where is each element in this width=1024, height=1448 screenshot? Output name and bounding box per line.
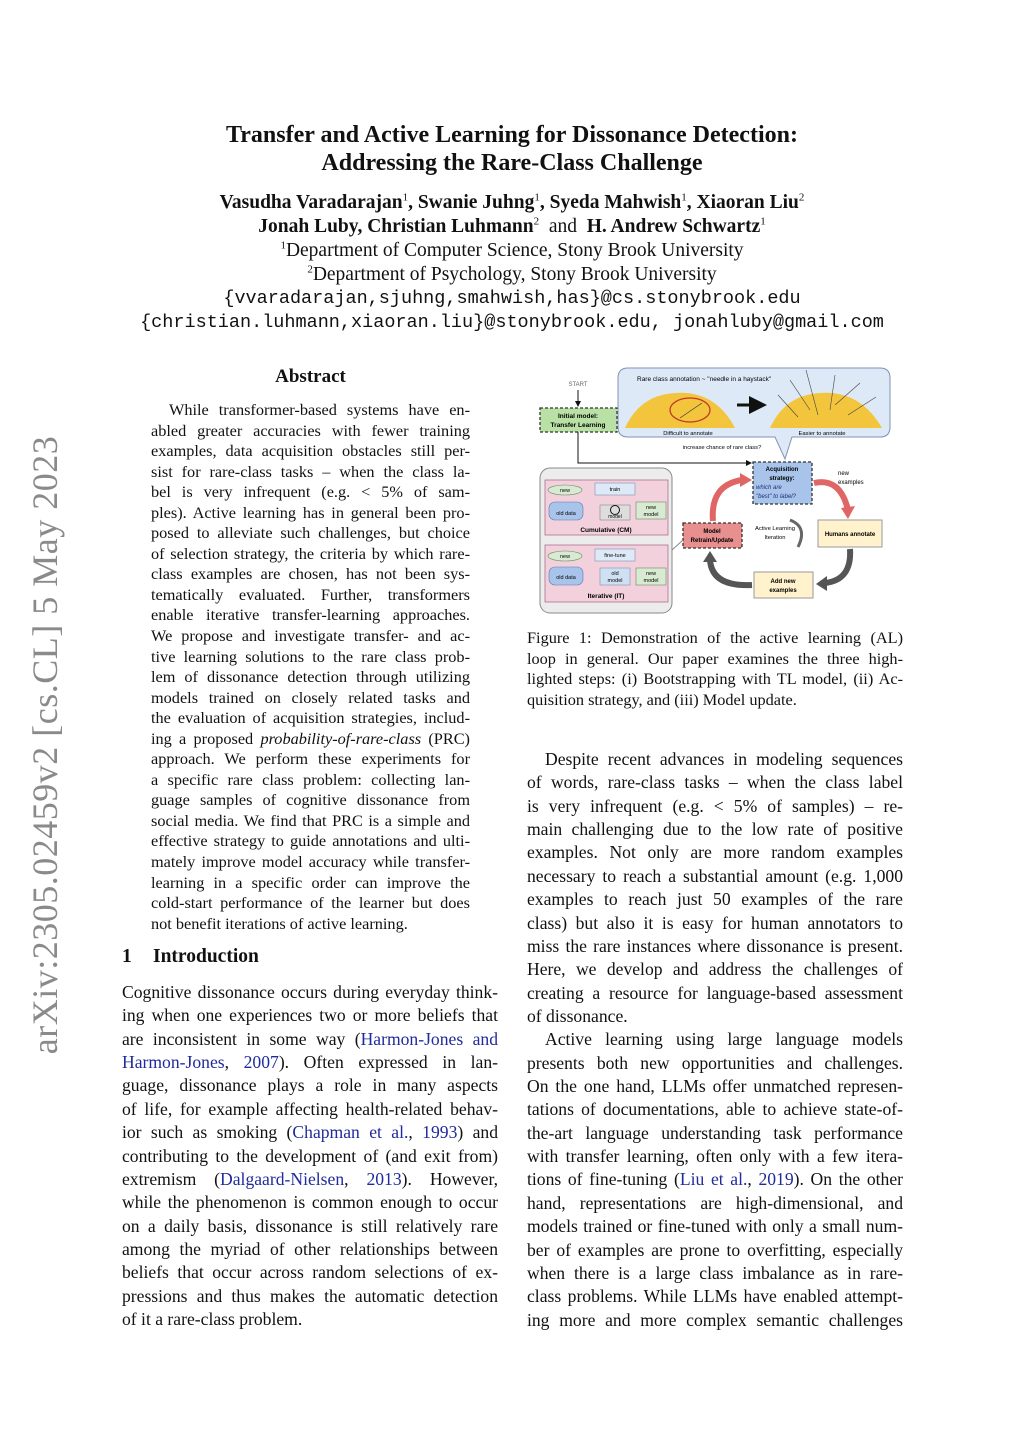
author-sep: ,	[539, 192, 550, 213]
text: is very infrequent (e.g. < 5% of samples) – re-	[527, 795, 903, 816]
body-line	[527, 1168, 903, 1191]
text: not benefit iterations of active learning.	[151, 913, 408, 933]
text: Cognitive dissonance occurs during everyday think-	[122, 982, 498, 1002]
cm-model: model	[608, 514, 622, 520]
initial-model-box	[540, 408, 617, 432]
acq-line2: strategy:	[769, 476, 795, 482]
initial-model-line1: Initial model:	[557, 413, 599, 420]
title-line-2: Addressing the Rare-Class Challenge	[321, 150, 703, 176]
body-line	[527, 1075, 903, 1098]
body-line	[527, 841, 903, 864]
model-line2: Retrain/Update	[690, 538, 734, 544]
easier-label: Easier to annotate	[798, 431, 846, 437]
cycle-arrow-icon	[790, 520, 802, 547]
citation-link[interactable]: 2007	[243, 1052, 279, 1073]
humans-label: Humans annotate	[824, 532, 876, 538]
text: social media. We find that PRC is a simple and	[151, 810, 470, 830]
text: (PRC)	[421, 728, 470, 748]
text: creating a resource for language-based assessment	[527, 982, 903, 1003]
intro-line	[122, 1145, 498, 1168]
intro-line	[122, 1261, 498, 1284]
text: beliefs that occur across random selections of ex-	[122, 1262, 498, 1283]
text: Figure 1: Demonstration of the active learning (AL)	[527, 628, 903, 647]
text: loop in general. Our paper examines the three high-	[527, 648, 903, 668]
cm-new-model-1: new	[645, 505, 657, 511]
authors-line-1	[0, 191, 1024, 215]
author-sup: 1	[534, 191, 540, 204]
text: examples to reach just 50 examples of the rare	[527, 889, 903, 910]
abstract-line	[151, 544, 470, 565]
text: among the myriad of other relationships between	[122, 1238, 498, 1259]
it-new-model-1: new	[645, 571, 657, 577]
right-column-body	[527, 748, 903, 1332]
author-sup: 1	[760, 215, 766, 228]
author-name: Syeda Mahwish	[549, 192, 682, 213]
text: class problems. While LLMs have enabled attempt-	[527, 1286, 903, 1307]
author-name: Xiaoran Liu	[696, 192, 799, 213]
body-line	[527, 1262, 903, 1285]
text: guage samples of cognitive dissonance from	[151, 790, 470, 810]
abstract-line	[151, 893, 470, 914]
citation-link[interactable]: Harmon-Jones	[122, 1052, 225, 1073]
body-line	[527, 818, 903, 841]
caption-line	[527, 669, 903, 690]
text: a specific rare class problem: collecting lan-	[151, 769, 470, 789]
text: extremism (	[122, 1168, 221, 1189]
body-line	[527, 958, 903, 981]
abstract-body	[151, 400, 470, 934]
intro-line	[122, 1121, 498, 1144]
intro-line	[122, 1168, 498, 1191]
section-number: 1	[122, 946, 132, 967]
text: of dissonance.	[527, 1005, 628, 1026]
it-old-model-2: model	[607, 578, 623, 584]
abstract-line	[151, 914, 470, 935]
body-line	[527, 1215, 903, 1238]
body-line	[527, 935, 903, 958]
text: effective strategy to guide annotations and ulti-	[151, 831, 470, 851]
body-line	[527, 982, 903, 1005]
red-arrow	[814, 482, 848, 510]
citation-link[interactable]: 2019	[758, 1169, 794, 1190]
text: tive learning solutions to the rare class prob-	[151, 646, 470, 666]
abstract-line	[151, 441, 470, 462]
text: lighted steps: (i) Bootstrapping with TL model, (ii) Ac-	[527, 669, 903, 689]
text: ,	[747, 1169, 759, 1190]
it-label: Iterative (IT)	[587, 593, 625, 600]
affiliation-text: Department of Psychology, Stony Brook University	[312, 264, 717, 285]
citation-link[interactable]: Dalgaard-Nielsen	[220, 1168, 345, 1189]
abstract-line	[151, 585, 470, 606]
text: of words, rare-class tasks – when the class label	[527, 772, 903, 793]
intro-line	[122, 1215, 498, 1238]
text: abled greater accuracies with fewer training	[151, 420, 470, 440]
abstract-line	[151, 708, 470, 729]
text: examples. Not only are more random examples	[527, 842, 903, 863]
difficult-label: Difficult to annotate	[663, 431, 713, 437]
text: miss the rare instances where dissonance is present.	[527, 935, 903, 956]
body-line	[527, 888, 903, 911]
text: ). Often expressed in lan-	[278, 1052, 498, 1073]
text: While transformer-based systems have en-	[169, 400, 470, 419]
intro-line	[122, 1028, 498, 1051]
it-old-model-1: old	[611, 571, 619, 577]
text: ing more and more complex semantic challenges	[527, 1309, 903, 1330]
text: of life, for example affecting health-related behav-	[122, 1098, 498, 1119]
text: guage, dissonance plays a role in many aspects	[122, 1075, 498, 1096]
abstract-line	[151, 873, 470, 894]
text: pressions and thus makes the automatic detection	[122, 1285, 498, 1306]
body-line	[527, 748, 903, 771]
citation-link[interactable]: Chapman et al.	[292, 1122, 409, 1143]
al-iteration-line2: Iteration	[764, 535, 786, 541]
intro-line	[122, 1191, 498, 1214]
text: ,	[408, 1122, 423, 1143]
add-new-examples-box	[754, 572, 813, 598]
author-sup: 2	[533, 215, 540, 228]
abstract-line	[151, 667, 470, 688]
body-line	[527, 912, 903, 935]
text: cold-start performance of the learner but does	[151, 893, 470, 913]
text: ples). Active learning has in general been pro-	[151, 502, 470, 522]
text: quisition strategy, and (iii) Model update.	[527, 690, 797, 710]
abstract-line	[151, 770, 470, 791]
affiliation-sup: 1	[280, 239, 286, 252]
arxiv-stamp: arXiv:2305.02459v2 [cs.CL] 5 May 2023	[25, 435, 65, 1055]
intro-line	[122, 1074, 498, 1097]
callout-title: Rare class annotation ~ "needle in a haystack"	[637, 376, 772, 383]
author-sup: 2	[798, 191, 805, 204]
section-heading-introduction	[122, 946, 259, 968]
intro-line	[122, 981, 498, 1004]
body-line	[527, 1285, 903, 1308]
abstract-line	[151, 400, 470, 421]
abstract-line	[151, 462, 470, 483]
it-new-model-2: model	[643, 578, 659, 584]
fig-start-label: START	[568, 382, 588, 388]
text: ). However,	[401, 1168, 498, 1189]
text: examples, data acquisition obstacles still per-	[151, 441, 470, 461]
text: with transfer learning, often only with a few itera-	[527, 1146, 903, 1167]
text: are inconsistent in some way (	[122, 1028, 361, 1049]
intro-line	[122, 1285, 498, 1308]
text: models trained on closely related tasks and	[151, 687, 470, 707]
it-old-data: old data	[556, 575, 576, 581]
text: main challenging due to the low rate of positive	[527, 819, 903, 840]
affiliation-2	[0, 263, 1024, 287]
abstract-line	[151, 811, 470, 832]
author-name: H. Andrew Schwartz	[586, 216, 761, 237]
email-line-2: {christian.luhmann,xiaoran.liu}@stonybrook.edu, jonahluby@gmail.com	[140, 312, 884, 333]
citation-link[interactable]: Harmon-Jones and	[360, 1028, 498, 1049]
cm-new-model-2: model	[643, 512, 659, 518]
text: ,	[224, 1052, 244, 1073]
author-name: Vasudha Varadarajan	[219, 192, 403, 213]
abstract-line	[151, 647, 470, 668]
text: class) but also it is easy for human annotators to	[527, 912, 903, 933]
intro-line	[122, 1051, 498, 1074]
affiliation-1	[0, 239, 1024, 263]
email-line-1: {vvaradarajan,sjuhng,smahwish,has}@cs.stonybrook.edu	[223, 288, 801, 309]
intro-line	[122, 1004, 498, 1027]
add-new-line2: examples	[769, 588, 797, 594]
figure-1-diagram	[530, 365, 900, 615]
body-line	[527, 1239, 903, 1262]
body-line	[527, 1098, 903, 1121]
body-line	[527, 1192, 903, 1215]
new-examples-line2: examples	[838, 480, 864, 486]
gray-arrow	[710, 560, 752, 585]
intro-line	[122, 1308, 498, 1331]
text: presents both new opportunities and challenges.	[527, 1052, 903, 1073]
body-line	[527, 1309, 903, 1332]
author-name: Swanie Juhng	[417, 192, 535, 213]
text: necessary to reach a substantial amount (e.g. 1,000	[527, 865, 903, 886]
text: Here, we develop and address the challenges of	[527, 959, 903, 980]
initial-model-line2: Transfer Learning	[550, 422, 606, 429]
abstract-line	[151, 421, 470, 442]
text: on a daily basis, dissonance is still relatively rare	[122, 1215, 498, 1236]
abstract-line	[151, 831, 470, 852]
text: We propose and investigate transfer- and ac-	[151, 626, 470, 646]
author-sep: and	[539, 216, 587, 237]
introduction-body	[122, 981, 498, 1331]
text: tions of fine-tuning (	[527, 1169, 680, 1190]
text: class examples are chosen, has not been sys-	[151, 564, 470, 584]
authors-line-2	[0, 215, 1024, 239]
text: posed to alleviate such challenges, but choice	[151, 523, 470, 543]
increase-label: increase chance of rare class?	[682, 445, 762, 451]
author-sup: 1	[402, 191, 409, 204]
author-name: Jonah Luby, Christian Luhmann	[258, 216, 534, 237]
cm-label: Cumulative (CM)	[580, 527, 632, 534]
figure-caption	[527, 628, 903, 711]
citation-link[interactable]: Liu et al.	[679, 1169, 748, 1190]
section-title: Introduction	[153, 946, 259, 967]
acquisition-strategy-box	[753, 462, 812, 504]
citation-link[interactable]: 1993	[422, 1122, 458, 1143]
abstract-line	[151, 852, 470, 873]
text: ing when one experiences two or more beliefs that	[122, 1005, 498, 1026]
body-line	[527, 795, 903, 818]
intro-line	[122, 1098, 498, 1121]
abstract-line	[151, 605, 470, 626]
it-fine-tune: fine-tune	[604, 553, 626, 559]
abstract-line	[151, 688, 470, 709]
abstract-line	[151, 626, 470, 647]
text: while the phenomenon is common enough to occur	[122, 1192, 498, 1213]
text: ). On the other	[793, 1169, 903, 1190]
caption-line	[527, 690, 903, 711]
cm-train: train	[609, 487, 621, 493]
text: the evaluation of acquisition strategies, includ-	[151, 708, 470, 728]
acq-line3: which are	[756, 485, 782, 491]
abstract-line	[151, 482, 470, 503]
text: ) and	[457, 1122, 498, 1143]
humans-annotate-box	[818, 520, 882, 547]
cm-new: new	[559, 488, 571, 494]
citation-link[interactable]: 2013	[366, 1168, 402, 1189]
abstract-line	[151, 749, 470, 770]
text: hand, representations are high-dimensional, and	[527, 1192, 903, 1213]
text: sist for rare-class tasks – when the class la-	[151, 461, 470, 481]
text: mately improve model accuracy while transfer-	[151, 852, 470, 872]
abstract-line	[151, 790, 470, 811]
text: bel is very infrequent (e.g. < 5% of sam-	[151, 482, 470, 502]
caption-line	[527, 649, 903, 670]
text: ing a proposed	[151, 728, 261, 748]
abstract-line	[151, 503, 470, 524]
text: when there is a large class imbalance as in rare-	[527, 1262, 903, 1283]
text: ber of examples are prone to overfitting, especially	[527, 1239, 903, 1260]
text: Active learning using large language models	[545, 1029, 903, 1050]
author-sep: ,	[686, 192, 697, 213]
model-retrain-box	[683, 523, 742, 548]
text: learning in a specific order can improve the	[151, 872, 470, 892]
body-line	[527, 865, 903, 888]
text: tematically evaluated. Further, transformers	[151, 584, 470, 604]
text: of it a rare-class problem.	[122, 1309, 303, 1330]
cm-it-panel	[540, 468, 683, 613]
abstract-line	[151, 523, 470, 544]
text: On the one hand, LLMs offer unmatched represen-	[527, 1076, 903, 1097]
cm-old-data: old data	[556, 511, 576, 517]
body-line	[527, 1028, 903, 1051]
author-sep: ,	[408, 192, 418, 213]
affiliation-text: Department of Computer Science, Stony Brook University	[285, 240, 744, 261]
text: ,	[344, 1168, 367, 1189]
body-line	[527, 1052, 903, 1075]
abstract-heading: Abstract	[275, 366, 346, 387]
text: the-art language understanding task performance	[527, 1122, 903, 1143]
abstract-line	[151, 729, 470, 750]
body-line	[527, 1122, 903, 1145]
text: Despite recent advances in modeling sequences	[545, 749, 903, 769]
text: tations of documentations, able to achieve state-of-	[527, 1099, 903, 1120]
text: of selection strategy, the criteria by which rare-	[151, 543, 470, 563]
red-arrow	[713, 480, 742, 521]
it-new: new	[559, 554, 571, 560]
body-line	[527, 1005, 903, 1028]
body-line	[527, 771, 903, 794]
paper-title	[0, 121, 1024, 177]
author-sup: 1	[681, 191, 687, 204]
title-line-1: Transfer and Active Learning for Dissonance Detection:	[226, 122, 798, 148]
authors	[0, 191, 1024, 335]
text: lem of dissonance detection through utilizing	[151, 667, 470, 687]
gray-arrow	[825, 549, 850, 583]
add-new-line1: Add new	[770, 579, 796, 585]
text: models trained or fine-tuned with only a small num-	[527, 1216, 903, 1237]
caption-line	[527, 628, 903, 649]
acq-line1: Acquisition	[765, 467, 799, 473]
intro-line	[122, 1238, 498, 1261]
affiliation-sup: 2	[307, 263, 313, 276]
emphasis: probability-of-rare-class	[260, 728, 422, 748]
abstract-line	[151, 564, 470, 585]
text: enable iterative transfer-learning approaches.	[151, 605, 470, 625]
text: contributing to the development of (and exit from)	[122, 1145, 498, 1166]
model-line1: Model	[703, 529, 721, 535]
body-line	[527, 1145, 903, 1168]
acq-line4: "best" to label?	[756, 494, 796, 500]
al-iteration-line1: Active Learning	[755, 526, 795, 532]
text: approach. We perform these experiments for	[151, 749, 470, 769]
new-examples-line1: new	[838, 471, 850, 477]
text: ior such as smoking (	[122, 1122, 293, 1143]
